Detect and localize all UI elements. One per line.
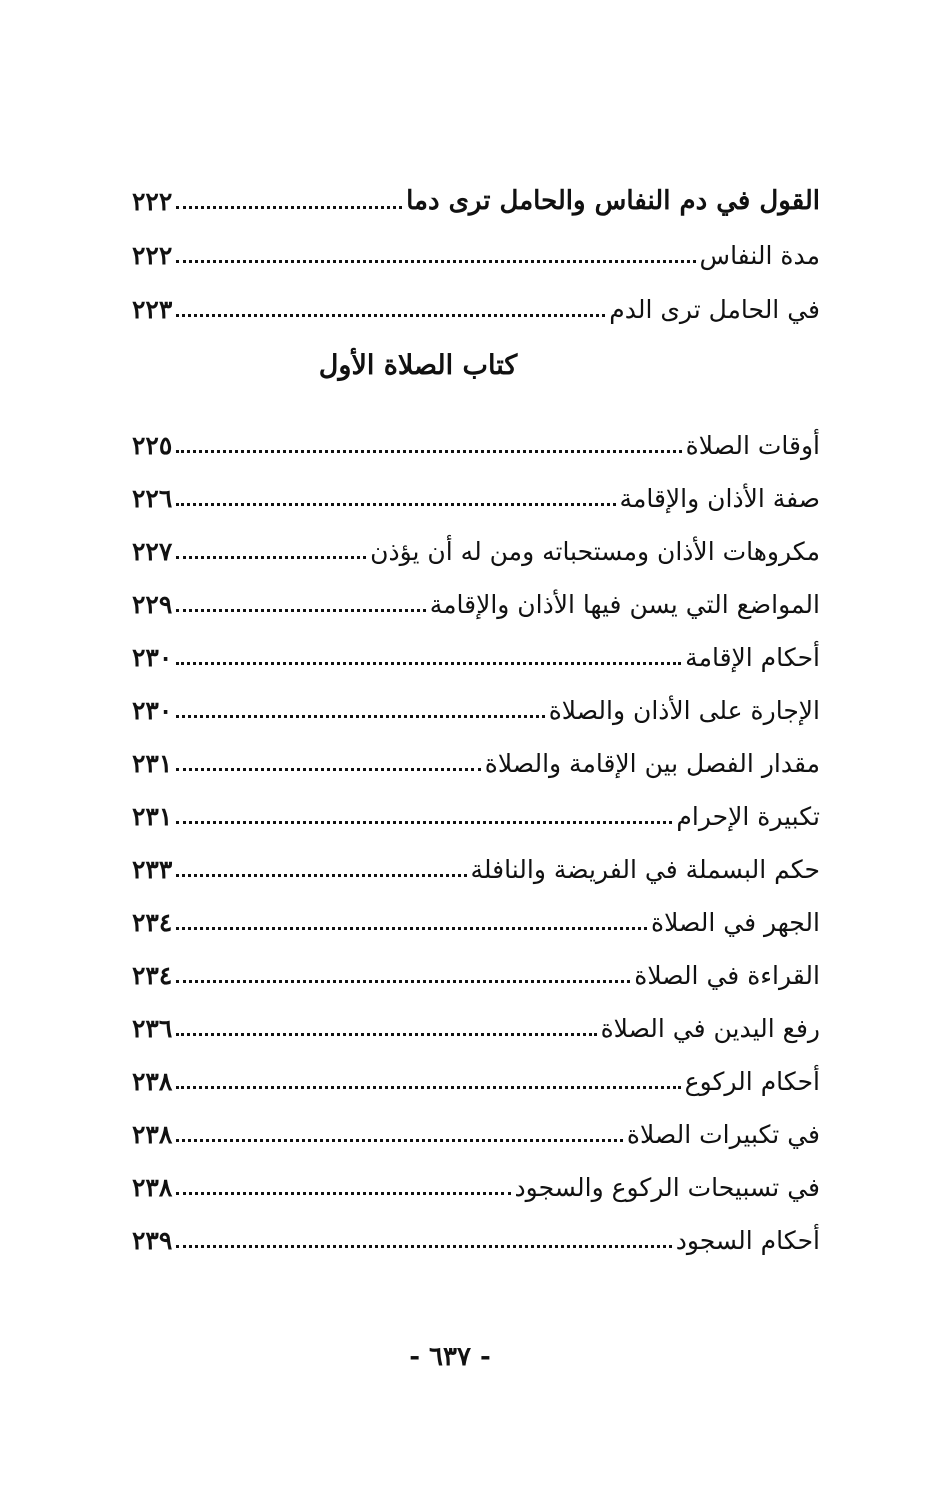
toc-entry-title: أحكام الركوع [684, 1067, 820, 1096]
toc-entry [132, 1211, 820, 1257]
toc-page-number: ٢٣٩ [132, 1226, 173, 1255]
toc-entry [132, 1052, 820, 1098]
toc-entry [132, 628, 820, 674]
toc-entry [132, 226, 820, 272]
toc-entry-title: في تكبيرات الصلاة [626, 1120, 820, 1149]
toc-leader-dots [176, 450, 681, 453]
toc-entry-title: حكم البسملة في الفريضة والنافلة [470, 855, 820, 884]
toc-entry-title: تكبيرة الإحرام [676, 802, 820, 831]
toc-entry-title: الجهر في الصلاة [651, 908, 820, 937]
toc-leader-dots [176, 662, 681, 665]
toc-leader-dots [176, 1192, 510, 1195]
toc-page-number: ٢٣٤ [132, 961, 173, 990]
toc-entry [132, 522, 820, 568]
toc-entry-title: الإجارة على الأذان والصلاة [548, 696, 820, 725]
toc-leader-dots [176, 503, 615, 506]
toc-entry [132, 575, 820, 621]
toc-page-number: ٢٢٣ [132, 295, 173, 324]
toc-leader-dots [176, 609, 425, 612]
toc-entry-title: في تسبيحات الركوع والسجود [514, 1173, 820, 1202]
toc-leader-dots [176, 1139, 623, 1142]
toc-entry [132, 893, 820, 939]
toc-leader-dots [176, 768, 480, 771]
toc-page-number: ٢٢٢ [132, 241, 173, 270]
toc-leader-dots [176, 314, 605, 317]
toc-entry [132, 469, 820, 515]
toc-page-number: ٢٣٣ [132, 855, 173, 884]
toc-page-number: ٢٣٨ [132, 1067, 173, 1096]
toc-entry [132, 946, 820, 992]
toc-page-number: ٢٢٥ [132, 431, 173, 460]
toc-entry [132, 840, 820, 886]
toc-entry [132, 172, 820, 218]
toc-page-number: ٢٣٠ [132, 643, 173, 672]
toc-entry-title: في الحامل ترى الدم [609, 295, 820, 324]
toc-page-number: ٢٣٠ [132, 696, 173, 725]
toc-page-number: ٢٢٢ [132, 187, 173, 216]
toc-leader-dots [176, 927, 647, 930]
toc-entry-title: أحكام السجود [675, 1226, 820, 1255]
toc-entry [132, 280, 820, 326]
toc-entry [132, 787, 820, 833]
page-number: - ٦٣٧ - [409, 1342, 491, 1372]
toc-leader-dots [176, 1033, 596, 1036]
toc-entry [132, 416, 820, 462]
toc-leader-dots [176, 1245, 671, 1248]
toc-page-number: ٢٣٦ [132, 1014, 173, 1043]
toc-entry-title: أوقات الصلاة [685, 431, 820, 460]
toc-page-number: ٢٢٩ [132, 590, 173, 619]
toc-entry-title: مقدار الفصل بين الإقامة والصلاة [484, 749, 820, 778]
toc-entry [132, 1105, 820, 1151]
toc-entry-title: أحكام الإقامة [685, 643, 820, 672]
toc-page-number: ٢٣١ [132, 802, 173, 831]
toc-leader-dots [176, 715, 544, 718]
toc-page-number: ٢٢٦ [132, 484, 173, 513]
toc-page-number: ٢٣٤ [132, 908, 173, 937]
toc-entry-title: مدة النفاس [699, 241, 820, 270]
toc-entry [132, 999, 820, 1045]
toc-entry [132, 681, 820, 727]
toc-leader-dots [176, 821, 672, 824]
toc-entry-title: المواضع التي يسن فيها الأذان والإقامة [429, 590, 820, 619]
toc-leader-dots [176, 206, 402, 209]
toc-leader-dots [176, 980, 630, 983]
section-heading: كتاب الصلاة الأول [318, 350, 518, 381]
toc-entry-title: صفة الأذان والإقامة [619, 484, 820, 513]
toc-entry-title: القراءة في الصلاة [634, 961, 820, 990]
toc-page-number: ٢٢٧ [132, 537, 173, 566]
toc-leader-dots [176, 874, 466, 877]
toc-entry-title: القول في دم النفاس والحامل ترى دما [406, 186, 820, 216]
toc-entry [132, 734, 820, 780]
toc-leader-dots [176, 260, 695, 263]
toc-entry-title: مكروهات الأذان ومستحباته ومن له أن يؤذن [370, 537, 820, 566]
toc-page-number: ٢٣٨ [132, 1173, 173, 1202]
toc-page-number: ٢٣٨ [132, 1120, 173, 1149]
toc-leader-dots [176, 556, 366, 559]
toc-page-number: ٢٣١ [132, 749, 173, 778]
toc-entry-title: رفع اليدين في الصلاة [600, 1014, 820, 1043]
toc-leader-dots [176, 1086, 680, 1089]
toc-entry [132, 1158, 820, 1204]
